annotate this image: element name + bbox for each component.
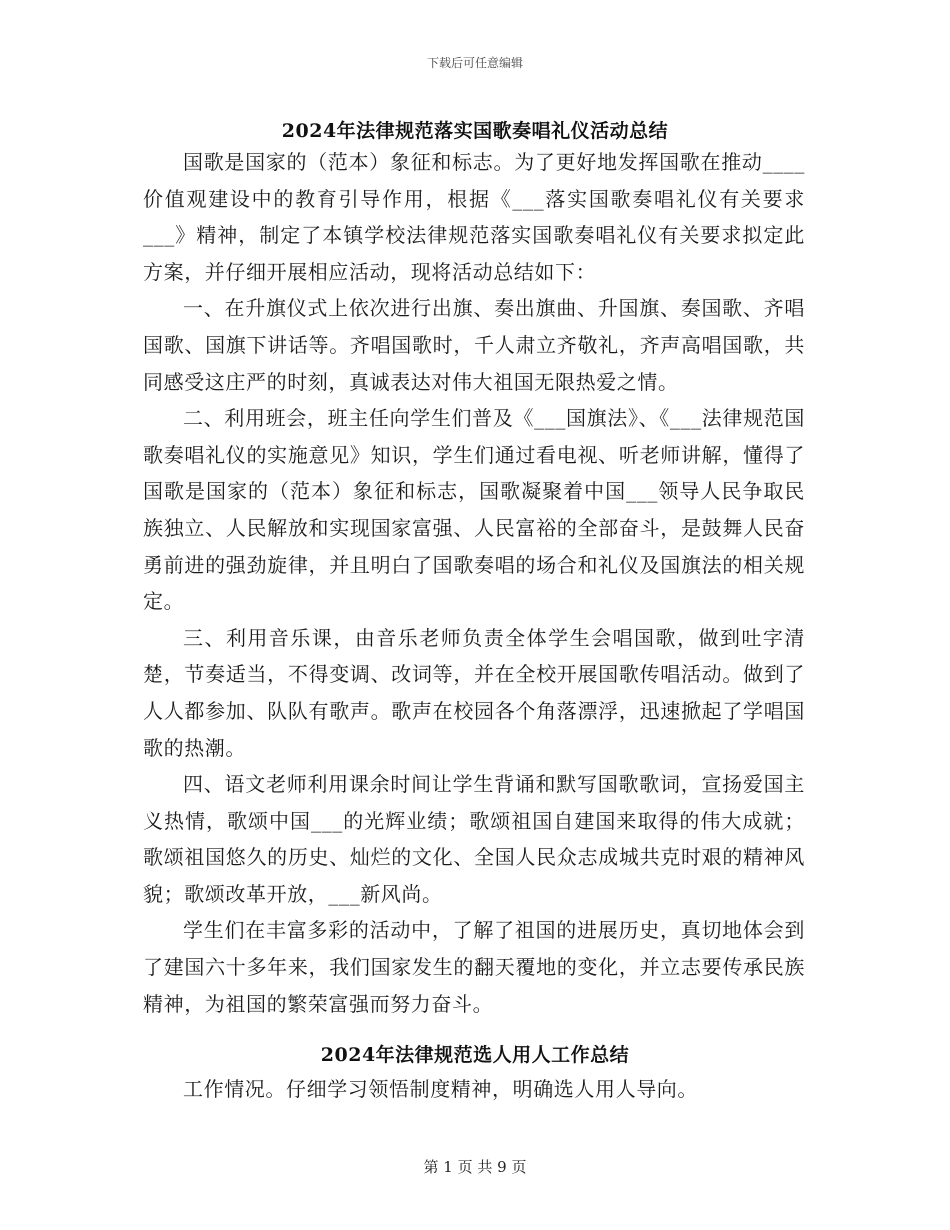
paragraph-item-3: 三、利用音乐课，由音乐老师负责全体学生会唱国歌，做到吐字清楚，节奏适当，不得变调、改词等，并在全校开展国歌传唱活动。做到了人人都参加、队队有歌声。歌声在校园各个角落漂浮，迅速掀起了学唱国歌的热潮。: [143, 625, 805, 760]
paragraph-intro: 国歌是国家的（范本）象征和标志。为了更好地发挥国歌在推动____价值观建设中的教育引导作用，根据《___落实国歌奏唱礼仪有关要求___》精神，制定了本镇学校法律规范落实国歌奏唱礼仪有关要求拟定此方案，并仔细开展相应活动，现将活动总结如下：: [143, 150, 805, 284]
second-paragraph-1: 工作情况。仔细学习领悟制度精神，明确选人用人导向。: [183, 1077, 698, 1101]
second-document-title: 2024年法律规范选人用人工作总结: [320, 1044, 630, 1066]
second-document-body: [143, 1071, 805, 1108]
header-note: 下载后可任意编辑: [426, 56, 523, 70]
paragraph-item-4: 四、语文老师利用课余时间让学生背诵和默写国歌歌词，宣扬爱国主义热情，歌颂中国___的光辉业绩；歌颂祖国自建国来取得的伟大成就；歌颂祖国悠久的历史、灿烂的文化、全国人民众志成城共克时艰的精神风貌；歌颂改革开放，___新风尚。: [143, 772, 805, 906]
paragraph-item-2: 二、利用班会，班主任向学生们普及《___国旗法》、《___法律规范国歌奏唱礼仪的实施意见》知识，学生们通过看电视、听老师讲解，懂得了国歌是国家的（范本）象征和标志，国歌凝聚着中国___领导人民争取民族独立、人民解放和实现国家富强、人民富裕的全部奋斗，是鼓舞人民奋勇前进的强劲旋律，并且明白了国歌奏唱的场合和礼仪及国旗法的相关规定。: [143, 406, 805, 614]
paragraph-conclusion: 学生们在丰富多彩的活动中，了解了祖国的进展历史，真切地体会到了建国六十多年来，我们国家发生的翻天覆地的变化，并立志要传承民族精神，为祖国的繁荣富强而努力奋斗。: [143, 918, 805, 1016]
page-footer: 第 1 页 共 9 页: [423, 1158, 527, 1176]
document-body: [143, 144, 805, 1022]
paragraph-item-1: 一、在升旗仪式上依次进行出旗、奏出旗曲、升国旗、奏国歌、齐唱国歌、国旗下讲话等。齐唱国歌时，千人肃立齐敬礼，齐声高唱国歌，共同感受这庄严的时刻，真诚表达对伟大祖国无限热爱之情。: [143, 296, 805, 394]
document-title: 2024年法律规范落实国歌奏唱礼仪活动总结: [281, 120, 669, 142]
